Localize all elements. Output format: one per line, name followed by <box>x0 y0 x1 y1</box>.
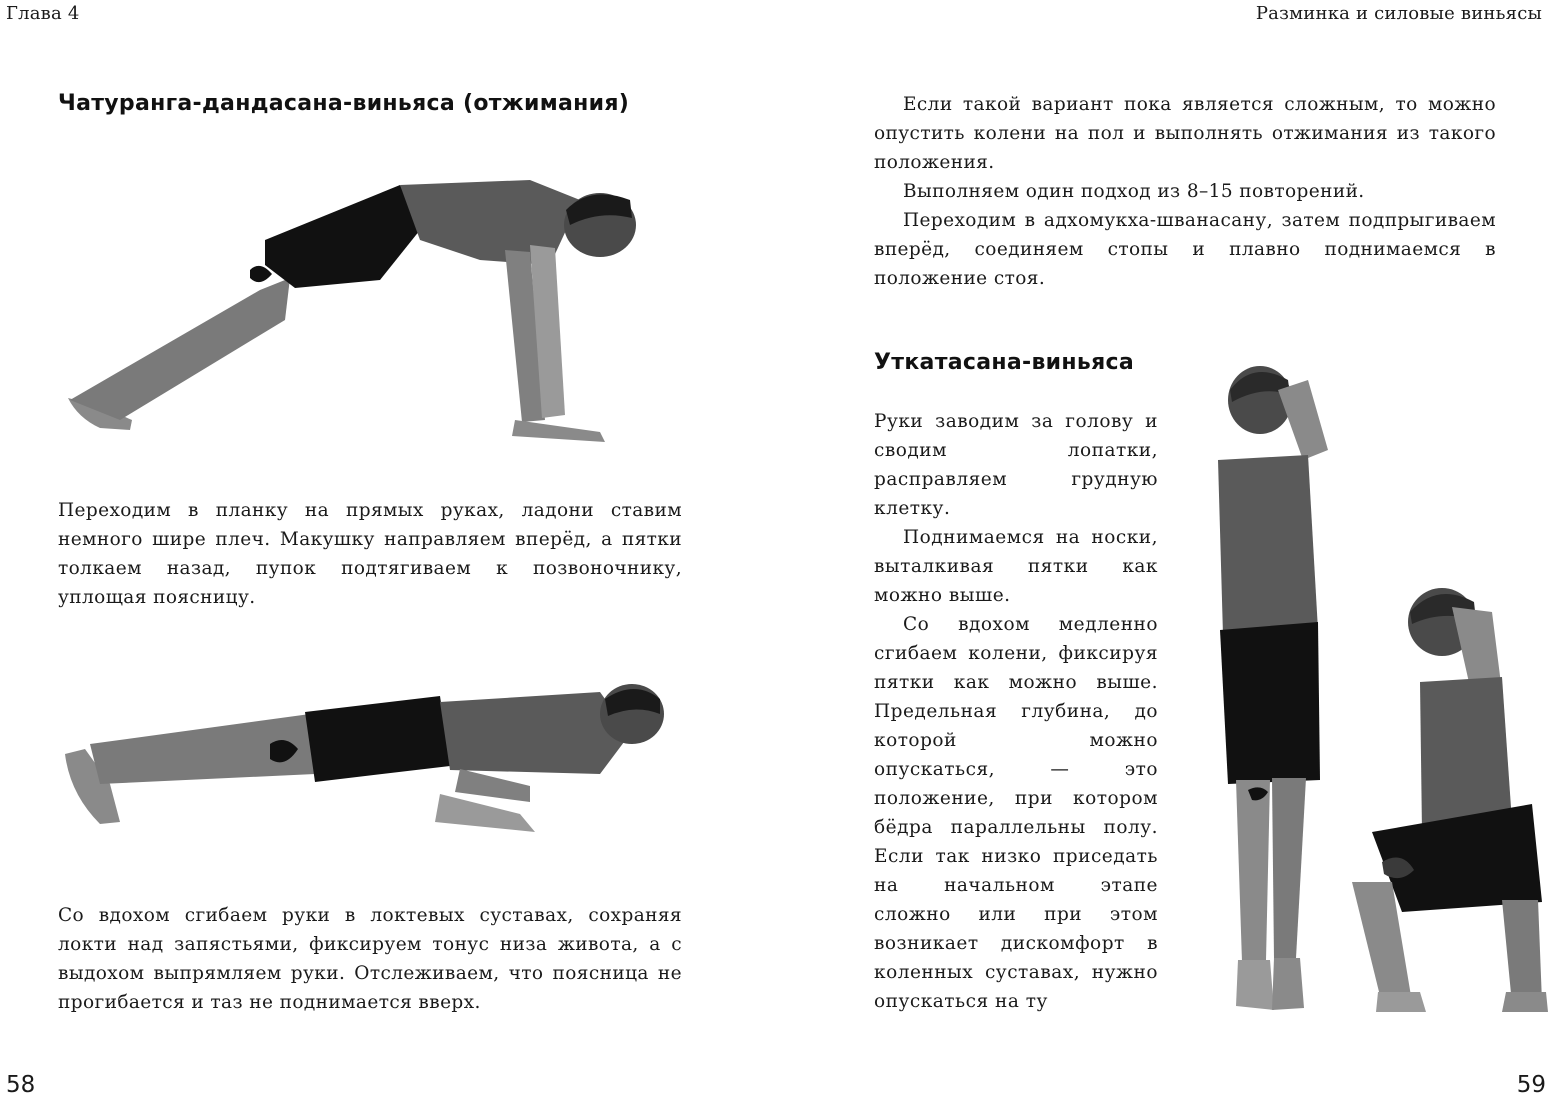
plank-photo <box>60 170 660 442</box>
paragraph-rise-on-toes: Поднимаемся на носки, выталкивая пятки как можно выше. <box>874 527 1158 606</box>
paragraph-plank: Переходим в планку на прямых руках, ладони ставим немного шире плеч. Макушку направляем вперёд, а пятки толкаем назад, пупок подтягиваем к позвоночнику, уплощая поясницу. <box>58 500 682 608</box>
intro-text-block <box>874 90 1496 293</box>
push-up-photo <box>60 674 670 834</box>
section-title-utkatasana: Уткатасана-виньяса <box>874 350 1135 375</box>
utkatasana-text-block <box>874 407 1158 1016</box>
section-title-chaturanga: Чатуранга-дандасана-виньяса (отжимания) <box>58 91 630 116</box>
paragraph-hands-behind-head: Руки заводим за голову и сводим лопатки, расправляем грудную клетку. <box>874 411 1158 519</box>
squat-photo <box>1342 582 1550 1014</box>
running-head-chapter: Глава 4 <box>6 3 80 24</box>
page-number-left: 58 <box>6 1072 36 1098</box>
paragraph-reps: Выполняем один подход из 8–15 повторений. <box>903 181 1365 202</box>
running-head-section: Разминка и силовые виньясы <box>1255 3 1542 24</box>
paragraph-downward-dog: Переходим в адхомукха-шванасану, затем подпрыгиваем вперёд, соединяем стопы и плавно поднимаемся в положение стоя. <box>874 210 1496 289</box>
paragraph-push-up: Со вдохом сгибаем руки в локтевых суставах, сохраняя локти над запястьями, фиксируем тонус низа живота, а с выдохом выпрямляем руки. Отслеживаем, что поясница не прогибается и таз не поднимается вверх. <box>58 905 682 1013</box>
page-number-right: 59 <box>1516 1072 1546 1098</box>
standing-photo <box>1208 360 1338 1020</box>
paragraph-knees-variant: Если такой вариант пока является сложным, то можно опустить колени на пол и выполнять отжимания из такого положения. <box>874 94 1496 173</box>
paragraph-bend-knees: Со вдохом медленно сгибаем колени, фиксируя пятки как можно выше. Предельная глубина, до которой можно опускаться, — это положение, при котором бёдра параллельны полу. Если так низко приседать на начальном этапе сложно или при этом возникает дискомфорт в коленных суставах, нужно опускаться на ту <box>874 614 1158 1012</box>
